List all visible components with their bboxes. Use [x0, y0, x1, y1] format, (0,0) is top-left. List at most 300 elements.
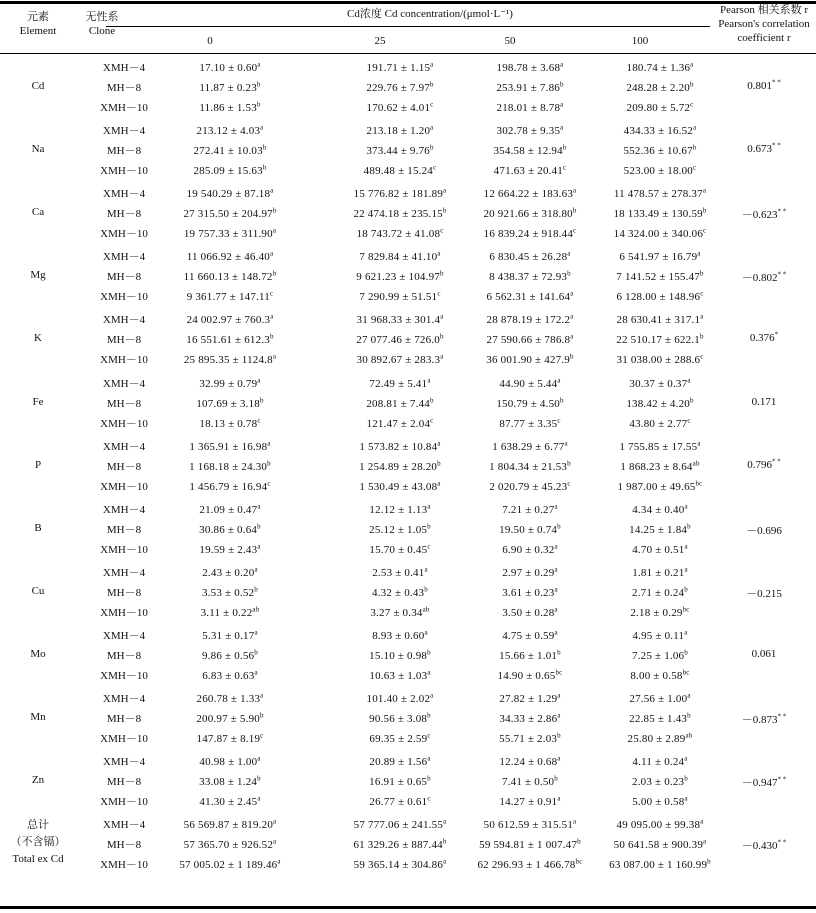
value-mean-sd: 3.50 ± 0.28: [502, 606, 555, 619]
value-mean-sd: 248.28 ± 2.20: [626, 82, 690, 94]
element-group: [0, 374, 816, 435]
significance-letter: a: [254, 628, 258, 637]
significance-letter: b: [424, 585, 428, 594]
significance-letter: a: [702, 186, 707, 195]
significance-letter: b: [699, 269, 704, 278]
significance-letter: a: [557, 754, 561, 763]
pearson-coefficient: [712, 396, 816, 408]
significance-letter: a: [697, 438, 701, 447]
clone-label: MH－8: [106, 586, 142, 599]
clone-label: XMH－10: [100, 354, 148, 367]
significance-letter: a: [560, 123, 564, 132]
significance-letter: a: [440, 312, 444, 321]
pearson-coefficient: [712, 774, 816, 790]
table-row: [0, 729, 816, 749]
significance-letter: a: [430, 123, 434, 132]
pearson-significance: *: [774, 330, 779, 339]
element-label-line: Ca: [31, 206, 45, 219]
significance-letter: b: [442, 837, 447, 846]
value-mean-sd: 3.53 ± 0.52: [202, 586, 255, 599]
element-label-line: Na: [31, 143, 45, 156]
clone-label: XMH－4: [102, 693, 146, 705]
value-mean-sd: 12.24 ± 0.68: [499, 756, 558, 769]
value-cell: [150, 98, 310, 118]
value-cell: [580, 729, 740, 749]
table-row: [0, 350, 816, 370]
value-mean-sd: 49 095.00 ± 99.38: [616, 819, 701, 832]
header-cd-concentration: Cd浓度 Cd concentration/(μmol·L⁻¹): [347, 8, 513, 20]
significance-letter: a: [573, 186, 577, 195]
significance-letter: a: [564, 438, 568, 447]
significance-letter: a: [684, 542, 688, 551]
value-mean-sd: 12.12 ± 1.13: [369, 503, 428, 516]
value-cell: [150, 752, 310, 772]
significance-letter: a: [272, 352, 277, 361]
value-mean-sd: 170.62 ± 4.01: [366, 102, 431, 114]
significance-letter: b: [557, 648, 561, 657]
significance-letter: b: [257, 774, 261, 783]
clone-label: MH－8: [106, 397, 142, 410]
value-mean-sd: 21.09 ± 0.47: [199, 503, 258, 516]
significance-letter: b: [684, 648, 688, 657]
value-cell: [580, 437, 740, 457]
significance-letter: a: [267, 438, 271, 447]
value-mean-sd: 19 757.33 ± 311.90: [183, 228, 273, 241]
clone-label: XMH－10: [100, 291, 148, 304]
element-group: [0, 121, 816, 182]
significance-letter: a: [700, 312, 704, 321]
value-cell: [150, 267, 310, 287]
significance-letter: b: [684, 774, 688, 783]
significance-letter: c: [427, 794, 431, 803]
clone-label: XMH－10: [100, 165, 148, 178]
header-clone: [72, 10, 132, 38]
value-cell: [150, 520, 310, 540]
value-mean-sd: 11.86 ± 1.53: [199, 102, 257, 114]
value-mean-sd: 213.12 ± 4.03: [196, 125, 261, 138]
value-mean-sd: 9 621.23 ± 104.97: [356, 271, 440, 284]
pearson-coefficient: [712, 332, 816, 344]
significance-letter: ab: [422, 605, 430, 614]
value-cell: [150, 141, 310, 161]
pearson-significance: * *: [777, 712, 787, 721]
significance-letter: b: [577, 837, 581, 846]
value-mean-sd: 55.71 ± 2.03: [499, 733, 558, 745]
value-cell: [150, 666, 310, 686]
value-cell: [150, 477, 310, 497]
value-mean-sd: 19 540.29 ± 87.18: [186, 188, 271, 201]
significance-letter: b: [269, 332, 274, 341]
value-mean-sd: 9.86 ± 0.56: [202, 649, 255, 662]
significance-letter: a: [269, 249, 274, 258]
value-mean-sd: 2.18 ± 0.29: [630, 606, 683, 619]
value-mean-sd: 6.83 ± 0.63: [202, 669, 255, 682]
value-mean-sd: 4.70 ± 0.51: [632, 543, 685, 556]
value-mean-sd: 11 478.57 ± 278.37: [613, 188, 703, 201]
value-mean-sd: 1.81 ± 0.21: [632, 566, 685, 579]
clone-label: MH－8: [106, 713, 142, 725]
clone-label: XMH－10: [100, 480, 148, 493]
table-row: [0, 394, 816, 414]
clone-label: XMH－4: [102, 314, 146, 327]
significance-letter: b: [702, 206, 707, 215]
significance-letter: b: [557, 522, 561, 531]
significance-letter: a: [254, 565, 258, 574]
element-label-line: P: [34, 458, 42, 471]
table-row: [0, 161, 816, 181]
significance-letter: a: [443, 817, 447, 826]
table-row: [0, 500, 816, 520]
significance-letter: a: [554, 502, 558, 511]
value-cell: [150, 540, 310, 560]
significance-letter: c: [567, 478, 571, 487]
clone-label: MH－8: [106, 839, 142, 852]
header-element: [8, 10, 68, 38]
value-mean-sd: 14.25 ± 1.84: [629, 523, 688, 536]
significance-letter: a: [557, 375, 561, 384]
clone-label: XMH－4: [102, 566, 146, 579]
table-row: [0, 414, 816, 434]
pearson-significance: * *: [772, 78, 781, 87]
significance-letter: a: [684, 502, 688, 511]
value-mean-sd: 434.33 ± 16.52: [623, 125, 694, 138]
clone-label: MH－8: [106, 271, 142, 284]
pearson-significance: * *: [777, 775, 787, 784]
value-mean-sd: 18 743.72 ± 41.08: [356, 228, 441, 241]
significance-letter: b: [256, 100, 261, 109]
table-row: [0, 78, 816, 98]
significance-letter: b: [259, 711, 264, 720]
value-mean-sd: 180.74 ± 1.36: [626, 62, 691, 74]
clone-label: XMH－4: [102, 629, 146, 642]
value-mean-sd: 9 361.77 ± 147.11: [186, 291, 270, 304]
value-mean-sd: 25 895.35 ± 1124.8: [183, 354, 273, 367]
pearson-significance: * *: [777, 838, 787, 847]
value-cell: [580, 247, 740, 267]
table-row: [0, 772, 816, 792]
significance-letter: c: [687, 415, 691, 424]
value-mean-sd: 4.11 ± 0.24: [632, 756, 685, 769]
value-cell: [150, 121, 310, 141]
pearson-value: －0.215: [746, 587, 782, 600]
table-row: [0, 646, 816, 666]
clone-label: XMH－10: [100, 102, 148, 114]
pearson-value: 0.796: [747, 458, 772, 471]
value-cell: [580, 287, 740, 307]
value-mean-sd: 72.49 ± 5.41: [369, 377, 428, 390]
value-mean-sd: 57 777.06 ± 241.55: [353, 819, 444, 832]
pearson-value: 0.673: [747, 143, 772, 156]
value-cell: [580, 815, 740, 835]
significance-letter: c: [700, 289, 704, 298]
element-label-line: B: [34, 521, 42, 534]
value-cell: [150, 646, 310, 666]
element-group: [0, 689, 816, 750]
value-mean-sd: 7.25 ± 1.06: [632, 649, 685, 662]
value-mean-sd: 6 562.31 ± 141.64: [486, 291, 571, 304]
clone-label: XMH－4: [102, 251, 146, 264]
significance-letter: a: [684, 754, 688, 763]
element-label-line: 总计: [27, 819, 49, 832]
significance-letter: a: [684, 794, 688, 803]
pearson-value: －0.873: [741, 714, 778, 726]
table-row: [0, 58, 816, 78]
clone-label: XMH－4: [102, 62, 146, 74]
value-mean-sd: 3.27 ± 0.34: [370, 606, 423, 619]
pearson-coefficient: [712, 80, 816, 92]
significance-letter: a: [557, 711, 561, 720]
pearson-value: －0.623: [741, 209, 778, 222]
pearson-significance: * *: [777, 270, 787, 279]
clone-label: MH－8: [106, 208, 142, 221]
element-group: [0, 58, 816, 119]
value-cell: [150, 729, 310, 749]
value-mean-sd: 40.98 ± 1.00: [199, 756, 258, 769]
significance-letter: a: [270, 186, 274, 195]
significance-letter: c: [427, 731, 431, 740]
table-row: [0, 583, 816, 603]
significance-letter: b: [692, 143, 697, 152]
value-mean-sd: 20 921.66 ± 318.80: [483, 208, 573, 221]
value-mean-sd: 18 133.49 ± 130.59: [613, 208, 703, 221]
clone-label: XMH－4: [102, 503, 146, 516]
value-mean-sd: 1 638.29 ± 6.77: [492, 440, 565, 453]
pearson-value: －0.696: [746, 524, 782, 537]
pearson-significance: * *: [772, 456, 781, 465]
value-cell: [580, 374, 740, 394]
clone-label: MH－8: [106, 649, 142, 662]
significance-letter: b: [439, 269, 444, 278]
value-mean-sd: 107.69 ± 3.18: [196, 397, 260, 410]
value-mean-sd: 150.79 ± 4.50: [496, 397, 560, 410]
table-row: [0, 477, 816, 497]
significance-letter: a: [430, 60, 434, 69]
table-row: [0, 815, 816, 835]
value-mean-sd: 11 660.13 ± 148.72: [183, 271, 273, 284]
header-conc-0: 0: [207, 35, 213, 47]
value-mean-sd: 19.59 ± 2.43: [199, 543, 258, 556]
header-pearson: [712, 3, 816, 45]
significance-letter: a: [260, 123, 264, 132]
top-rule: [0, 1, 816, 4]
table-row: [0, 540, 816, 560]
table-row: [0, 603, 816, 623]
significance-letter: a: [554, 605, 558, 614]
value-mean-sd: 6 830.45 ± 26.28: [489, 251, 568, 264]
element-group: [0, 815, 816, 876]
value-mean-sd: 57 365.70 ± 926.52: [183, 839, 274, 852]
significance-letter: a: [554, 565, 558, 574]
value-mean-sd: 191.71 ± 1.15: [366, 62, 431, 74]
pearson-coefficient: [712, 837, 816, 853]
significance-letter: a: [443, 857, 447, 866]
value-mean-sd: 43.80 ± 2.77: [629, 417, 688, 430]
header-clone-cn: 无性系: [85, 11, 119, 23]
significance-letter: b: [427, 648, 431, 657]
value-mean-sd: 26.77 ± 0.61: [369, 796, 428, 809]
significance-letter: c: [427, 542, 431, 551]
significance-letter: c: [430, 100, 434, 109]
value-mean-sd: 285.09 ± 15.63: [193, 165, 263, 178]
clone-label: XMH－10: [100, 606, 148, 619]
table-row: [0, 835, 816, 855]
element-group: [0, 563, 816, 624]
element-group: [0, 247, 816, 308]
significance-letter: c: [260, 731, 264, 740]
value-mean-sd: 33.08 ± 1.24: [199, 776, 258, 789]
significance-letter: a: [277, 857, 281, 866]
table-row: [0, 330, 816, 350]
value-mean-sd: 8.93 ± 0.60: [372, 629, 425, 642]
value-mean-sd: 31 038.00 ± 288.6: [616, 354, 701, 367]
value-mean-sd: 57 005.02 ± 1 189.46: [179, 859, 278, 872]
value-mean-sd: 11 066.92 ± 46.40: [186, 251, 270, 264]
value-cell: [150, 855, 310, 875]
significance-letter: b: [272, 269, 277, 278]
value-mean-sd: 15 776.82 ± 181.89: [353, 188, 444, 201]
value-mean-sd: 15.66 ± 1.01: [499, 649, 558, 662]
value-cell: [150, 626, 310, 646]
value-cell: [150, 603, 310, 623]
value-mean-sd: 1 530.49 ± 43.08: [359, 480, 438, 493]
value-cell: [150, 500, 310, 520]
value-mean-sd: 1 573.82 ± 10.84: [359, 440, 438, 453]
value-mean-sd: 373.44 ± 9.76: [366, 145, 430, 158]
value-mean-sd: 213.18 ± 1.20: [366, 125, 431, 138]
significance-letter: a: [437, 249, 441, 258]
significance-letter: b: [442, 206, 447, 215]
value-mean-sd: 253.91 ± 7.86: [496, 82, 560, 94]
value-cell: [580, 540, 740, 560]
significance-letter: bc: [695, 478, 703, 487]
table-row: [0, 626, 816, 646]
significance-letter: a: [257, 542, 261, 551]
value-mean-sd: 8 438.37 ± 72.93: [489, 271, 568, 284]
value-cell: [580, 500, 740, 520]
pearson-coefficient: [712, 206, 816, 222]
value-mean-sd: 5.00 ± 0.58: [632, 796, 685, 809]
significance-letter: c: [573, 226, 577, 235]
significance-letter: b: [272, 206, 277, 215]
pearson-coefficient: [712, 456, 816, 471]
value-mean-sd: 7 141.52 ± 155.47: [616, 271, 700, 284]
value-mean-sd: 63 087.00 ± 1 160.99: [609, 859, 708, 872]
clone-label: MH－8: [106, 82, 142, 94]
significance-letter: c: [437, 289, 441, 298]
pearson-coefficient: [712, 648, 816, 660]
value-mean-sd: 19.50 ± 0.74: [499, 523, 558, 536]
significance-letter: bc: [555, 668, 563, 677]
value-cell: [580, 603, 740, 623]
significance-letter: a: [573, 817, 577, 826]
value-mean-sd: 200.97 ± 5.90: [196, 713, 260, 725]
value-mean-sd: 11.87 ± 0.23: [199, 82, 257, 94]
significance-letter: b: [699, 332, 704, 341]
value-mean-sd: 1 168.18 ± 24.30: [189, 460, 268, 473]
significance-letter: b: [572, 206, 577, 215]
significance-letter: a: [257, 794, 261, 803]
value-mean-sd: 16.91 ± 0.65: [369, 776, 428, 789]
significance-letter: a: [554, 542, 558, 551]
value-cell: [150, 437, 310, 457]
value-mean-sd: 4.95 ± 0.11: [632, 629, 685, 642]
clone-label: XMH－10: [100, 228, 148, 241]
value-mean-sd: 44.90 ± 5.44: [499, 377, 558, 390]
value-mean-sd: 22.85 ± 1.43: [629, 713, 688, 725]
value-mean-sd: 32.99 ± 0.79: [199, 377, 258, 390]
header-sub-rule: [106, 26, 710, 27]
significance-letter: a: [684, 565, 688, 574]
significance-letter: c: [703, 226, 707, 235]
value-cell: [150, 835, 310, 855]
value-mean-sd: 2.97 ± 0.29: [502, 566, 555, 579]
value-mean-sd: 7.21 ± 0.27: [502, 503, 555, 516]
significance-letter: c: [433, 163, 437, 172]
significance-letter: a: [693, 123, 697, 132]
significance-letter: a: [257, 60, 261, 69]
significance-letter: a: [703, 837, 707, 846]
clone-label: MH－8: [106, 145, 142, 158]
significance-letter: b: [256, 80, 261, 89]
value-mean-sd: 260.78 ± 1.33: [196, 693, 261, 705]
significance-letter: a: [257, 375, 261, 384]
clone-label: XMH－4: [102, 125, 146, 138]
value-mean-sd: 101.40 ± 2.02: [366, 693, 431, 705]
significance-letter: a: [687, 691, 691, 700]
significance-letter: b: [254, 585, 258, 594]
element-label-line: Mn: [30, 711, 46, 723]
value-mean-sd: 1 365.91 ± 16.98: [189, 440, 268, 453]
value-mean-sd: 302.78 ± 9.35: [496, 125, 561, 138]
value-cell: [580, 310, 740, 330]
value-cell: [150, 287, 310, 307]
pearson-value: 0.376: [749, 332, 775, 345]
table-row: [0, 287, 816, 307]
significance-letter: a: [427, 754, 431, 763]
value-cell: [580, 752, 740, 772]
significance-letter: b: [259, 395, 264, 404]
table-row: [0, 520, 816, 540]
significance-letter: b: [707, 857, 711, 866]
significance-letter: a: [560, 100, 564, 109]
significance-letter: c: [693, 163, 697, 172]
value-mean-sd: 523.00 ± 18.00: [623, 165, 694, 178]
significance-letter: b: [567, 269, 571, 278]
value-cell: [150, 394, 310, 414]
significance-letter: a: [560, 60, 564, 69]
value-cell: [580, 855, 740, 875]
significance-letter: a: [273, 837, 277, 846]
value-mean-sd: 50 612.59 ± 315.51: [483, 819, 574, 832]
significance-letter: a: [257, 754, 261, 763]
element-group: [0, 752, 816, 813]
pearson-significance: * *: [772, 141, 781, 150]
element-label-line: Mo: [30, 647, 46, 660]
value-mean-sd: 3.61 ± 0.23: [502, 586, 555, 599]
significance-letter: a: [427, 375, 431, 384]
value-mean-sd: 31 968.33 ± 301.4: [356, 314, 441, 327]
value-mean-sd: 138.42 ± 4.20: [626, 397, 690, 410]
value-mean-sd: 28 878.19 ± 172.2: [486, 314, 571, 327]
significance-letter: a: [697, 249, 701, 258]
clone-label: XMH－4: [102, 188, 146, 201]
value-mean-sd: 27 315.50 ± 204.97: [183, 208, 273, 221]
significance-letter: a: [570, 332, 574, 341]
pearson-value: －0.947: [741, 777, 778, 790]
value-cell: [150, 689, 310, 709]
value-mean-sd: 41.30 ± 2.45: [199, 796, 258, 809]
significance-letter: c: [557, 415, 561, 424]
